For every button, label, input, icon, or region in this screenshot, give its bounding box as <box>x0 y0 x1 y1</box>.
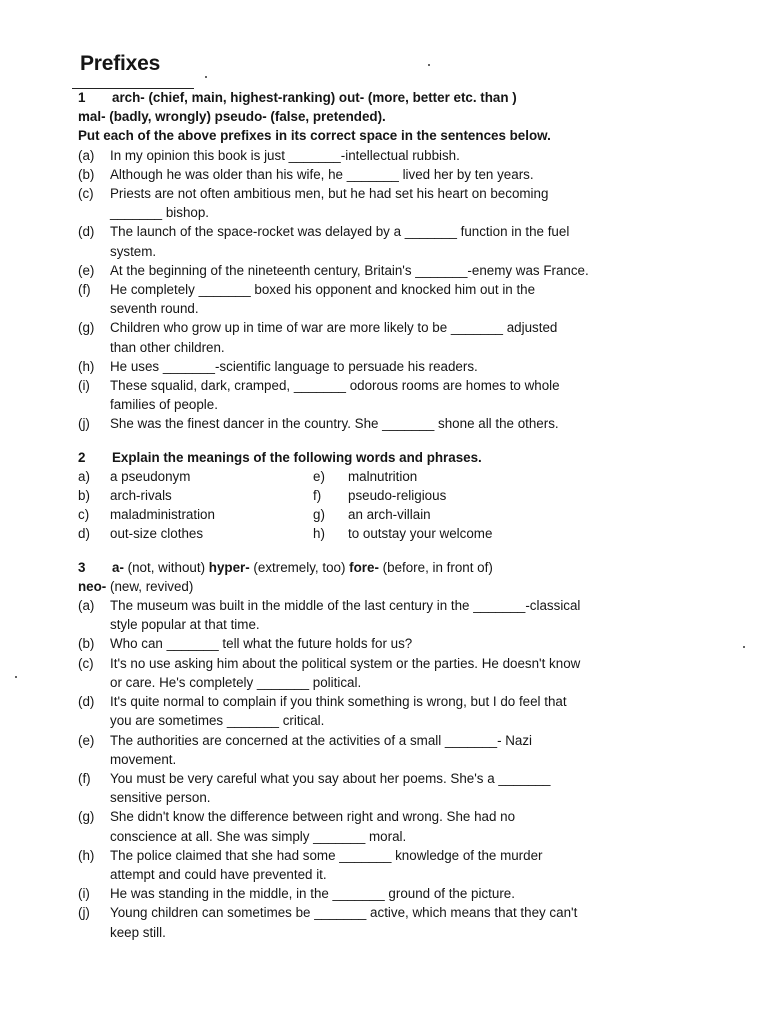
vocab-item: a pseudonym <box>110 468 191 484</box>
sentence-line: In my opinion this book is just _______-intellectual rubbish. <box>110 147 460 163</box>
exercise-item <box>78 184 698 222</box>
sentence-line: system. <box>110 243 157 259</box>
exercise-number: 1 <box>78 90 86 105</box>
sentence-line: or care. He's completely _______ political. <box>110 674 362 690</box>
exercise-item <box>78 280 698 318</box>
sentence-line: She didn't know the difference between right and wrong. She had no <box>110 809 516 825</box>
exercise-item <box>78 884 698 903</box>
exercise-item <box>78 357 698 376</box>
sentence-line: Priests are not often ambitious men, but he had set his heart on becoming <box>110 186 549 202</box>
item-text <box>110 692 698 730</box>
item-label: g) <box>313 507 325 523</box>
prefix: fore- <box>349 559 379 575</box>
item-label: (f) <box>78 770 91 786</box>
exercise-item <box>78 222 698 260</box>
vocab-item: out-size clothes <box>110 526 204 542</box>
item-text <box>110 357 698 376</box>
exercise-item <box>78 807 698 845</box>
worksheet <box>78 52 698 942</box>
exercise-1 <box>78 88 698 434</box>
vocab-item: arch-rivals <box>110 488 172 504</box>
vocab-item: pseudo-religious <box>348 488 447 504</box>
item-text <box>110 884 698 903</box>
item-text <box>110 184 698 222</box>
item-label: (d) <box>78 224 95 240</box>
sentence-line: He uses _______-scientific language to persuade his readers. <box>110 358 478 374</box>
item-text <box>110 318 698 356</box>
exercise-2-instruction: Explain the meanings of the following words and phrases. <box>112 449 482 465</box>
item-label: (b) <box>78 166 95 182</box>
sentence-line: Although he was older than his wife, he _______ lived her by ten years. <box>110 166 534 182</box>
page-title: Prefixes <box>80 52 161 75</box>
sentence-line: _______ bishop. <box>110 205 210 221</box>
exercise-item <box>78 692 698 730</box>
item-label: (h) <box>78 847 95 863</box>
item-text <box>110 596 698 634</box>
sentence-line: The authorities are concerned at the activities of a small _______- Nazi <box>110 732 533 748</box>
exercise-3-header-cont <box>78 577 698 596</box>
scan-speck <box>743 646 745 648</box>
sentence-line: you are sometimes _______ critical. <box>110 713 325 729</box>
exercise-item <box>78 731 698 769</box>
vocab-item: maladministration <box>110 507 215 523</box>
prefix: hyper- <box>208 559 250 575</box>
sentence-line: movement. <box>110 751 177 767</box>
sentence-line: It's quite normal to complain if you think something is wrong, but I do feel that <box>110 694 567 710</box>
item-text <box>110 165 698 184</box>
sentence-line: She was the finest dancer in the country. She _______ shone all the others. <box>110 416 559 432</box>
item-label: (j) <box>78 416 90 432</box>
exercise-instruction: Put each of the above prefixes in its correct space in the sentences below. <box>78 128 551 144</box>
prefix: neo- <box>78 578 107 594</box>
vocab-item: to outstay your welcome <box>348 526 493 542</box>
sentence-line: families of people. <box>110 397 218 413</box>
scan-speck <box>15 676 17 678</box>
item-text <box>110 769 698 807</box>
sentence-line: style popular at that time. <box>110 617 260 633</box>
item-text <box>110 807 698 845</box>
exercise-2-header <box>78 448 698 467</box>
item-label: h) <box>313 526 325 542</box>
item-label: (a) <box>78 598 95 614</box>
sentence-line: seventh round. <box>110 301 199 317</box>
exercise-item <box>78 596 698 634</box>
prefix-meaning: (extremely, too) <box>249 559 350 575</box>
item-label: (g) <box>78 809 95 825</box>
item-label: (f) <box>78 282 91 298</box>
item-label: b) <box>78 488 90 504</box>
item-text <box>110 654 698 692</box>
item-text <box>110 903 698 941</box>
sentence-line: It's no use asking him about the political system or the parties. He doesn't know <box>110 655 581 671</box>
exercise-1-header <box>78 88 698 107</box>
exercise-item <box>78 846 698 884</box>
exercise-item <box>78 165 698 184</box>
item-label: (a) <box>78 147 95 163</box>
exercise-2 <box>78 448 698 544</box>
prefix: a- <box>112 559 124 575</box>
vocab-item: malnutrition <box>348 468 418 484</box>
sentence-line: He was standing in the middle, in the _______ ground of the picture. <box>110 886 515 902</box>
sentence-line: The museum was built in the middle of the last century in the _______-classical <box>110 598 581 614</box>
exercise-item <box>78 769 698 807</box>
item-text <box>110 846 698 884</box>
item-label: (g) <box>78 320 95 336</box>
item-label: d) <box>78 526 90 542</box>
item-label: (i) <box>78 378 90 394</box>
item-label: e) <box>313 468 325 484</box>
item-text <box>110 146 698 165</box>
exercise-item <box>78 634 698 653</box>
item-text <box>110 414 698 433</box>
sentence-line: Children who grow up in time of war are more likely to be _______ adjusted <box>110 320 558 336</box>
item-label: f) <box>313 488 322 504</box>
item-text <box>110 280 698 318</box>
exercise-item <box>78 261 698 280</box>
prefix-meaning: (before, in front of) <box>378 559 493 575</box>
exercise-number: 2 <box>78 449 86 465</box>
item-text <box>110 634 698 653</box>
item-label: c) <box>78 507 90 523</box>
item-label: (h) <box>78 358 95 374</box>
prefix-meaning: (new, revived) <box>106 578 194 594</box>
item-label: (b) <box>78 636 95 652</box>
sentence-line: You must be very careful what you say about her poems. She's a _______ <box>110 770 551 786</box>
sentence-line: He completely _______ boxed his opponent and knocked him out in the <box>110 282 536 298</box>
item-text <box>110 731 698 769</box>
sentence-line: Who can _______ tell what the future holds for us? <box>110 636 413 652</box>
item-label: a) <box>78 468 90 484</box>
sentence-line: attempt and could have prevented it. <box>110 866 327 882</box>
exercise-3-header <box>78 558 698 577</box>
exercise-item <box>78 903 698 941</box>
exercise-3-items <box>78 596 698 942</box>
item-label: (e) <box>78 732 95 748</box>
prefix-meaning: (not, without) <box>123 559 209 575</box>
prefix-definitions: arch- (chief, main, highest-ranking) out- (more, better etc. than ) <box>112 90 517 105</box>
sentence-line: The police claimed that she had some _______ knowledge of the murder <box>110 847 543 863</box>
sentence-line: than other children. <box>110 339 225 355</box>
vocabulary-list <box>78 467 698 544</box>
item-text <box>110 261 698 280</box>
sentence-line: sensitive person. <box>110 790 211 806</box>
exercise-item <box>78 318 698 356</box>
item-label: (j) <box>78 905 90 921</box>
exercise-item <box>78 654 698 692</box>
item-text <box>110 376 698 414</box>
exercise-number: 3 <box>78 559 86 575</box>
sentence-line: At the beginning of the nineteenth century, Britain's _______-enemy was France. <box>110 262 589 278</box>
exercise-item <box>78 376 698 414</box>
exercise-1-items <box>78 146 698 434</box>
exercise-3 <box>78 558 698 942</box>
sentence-line: conscience at all. She was simply _______ moral. <box>110 828 407 844</box>
item-label: (c) <box>78 655 94 671</box>
sentence-line: Young children can sometimes be _______ active, which means that they can't <box>110 905 578 921</box>
item-label: (c) <box>78 186 94 202</box>
item-label: (i) <box>78 886 90 902</box>
item-text <box>110 222 698 260</box>
vocab-item: an arch-villain <box>348 507 431 523</box>
sentence-line: The launch of the space-rocket was delayed by a _______ function in the fuel <box>110 224 570 240</box>
exercise-item <box>78 146 698 165</box>
exercise-item <box>78 414 698 433</box>
item-label: (d) <box>78 694 95 710</box>
sentence-line: These squalid, dark, cramped, _______ odorous rooms are homes to whole <box>110 378 560 394</box>
item-label: (e) <box>78 262 95 278</box>
prefix-definitions-cont: mal- (badly, wrongly) pseudo- (false, pretended). <box>78 109 386 125</box>
sentence-line: keep still. <box>110 924 166 940</box>
